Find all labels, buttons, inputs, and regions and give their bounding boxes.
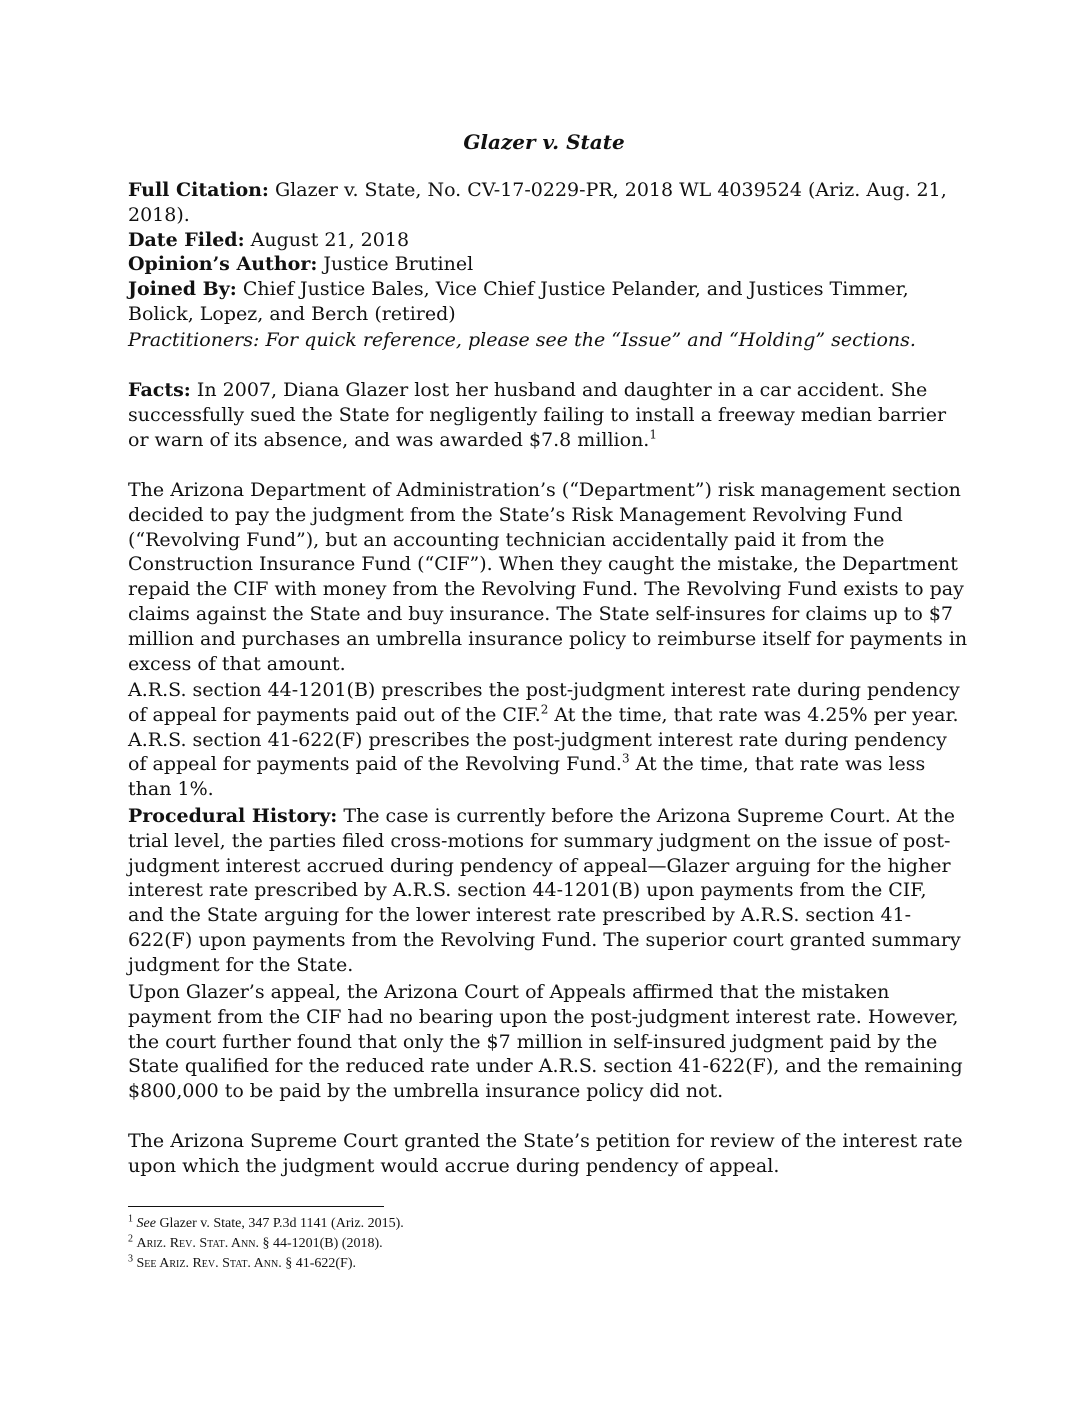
footnote-text: Ariz. Rev. Stat. Ann. § 44-1201(B) (2018). xyxy=(136,1236,383,1251)
facts-label: Facts: xyxy=(128,379,191,401)
author-label: Opinion’s Author: xyxy=(128,253,318,276)
practitioners-note: Practitioners: For quick reference, please see the “Issue” and “Holding” sections. xyxy=(128,329,916,351)
department-paragraph: The Arizona Department of Administration’s (“Department”) risk management section decided to pay the judgment from the State’s Risk Management Revolving Fund (“Revolving Fund”), but an accounting technician accidentally paid it from the Construction Insurance Fund (“CIF”). When they caught the mistake, the Department repaid the CIF with money from the Revolving Fund. The Revolving Fund exists to pay claims against the State and buy insurance. The State self-insures for claims up to $7 million and purchases an umbrella insurance policy to reimburse itself for payments in excess of that amount. xyxy=(128,479,968,675)
case-metadata xyxy=(128,178,968,327)
joined-by-label: Joined By: xyxy=(128,278,237,301)
facts-text: In 2007, Diana Glazer lost her husband and daughter in a car accident. She successfully sued the State for negligently failing to install a freeway median barrier or warn of its absence, and was awarded $7.8 million. xyxy=(128,379,947,451)
footnote-ref-1: 1 xyxy=(649,427,657,442)
footnote-ref-2: 2 xyxy=(540,702,549,717)
supreme-court-paragraph: The Arizona Supreme Court granted the State’s petition for review of the interest rate upon which the judgment would accrue during pendency of appeal. xyxy=(128,1130,963,1177)
statute-paragraph xyxy=(128,678,968,802)
citation-line xyxy=(128,178,968,228)
date-filed-label: Date Filed: xyxy=(128,228,245,251)
citation-label: Full Citation: xyxy=(128,179,269,201)
procedural-history-text: The case is currently before the Arizona Supreme Court. At the trial level, the parties filed cross-motions for summary judgment on the issue of post-judgment interest accrued during pendency of appeal—Glazer arguing for the higher interest rate prescribed by A.R.S. section 44-1201(B) upon payments from the CIF, and the State arguing for the lower interest rate prescribed by A.R.S. section 41-622(F) upon payments from the Revolving Fund. The superior court granted summary judgment for the State. xyxy=(128,805,961,976)
footnote-signal: See xyxy=(136,1216,156,1231)
footnote-text: See Ariz. Rev. Stat. Ann. § 41-622(F). xyxy=(136,1256,356,1271)
footnote-text: Glazer v. State, 347 P.3d 1141 (Ariz. 2015). xyxy=(155,1216,404,1231)
statute-text-3: At the time, that rate was less than 1%. xyxy=(128,753,926,801)
statute-text-1: A.R.S. section 44-1201(B) prescribes the post-judgment interest rate during pendency of appeal for payments paid out of the CIF. xyxy=(128,679,960,726)
footnote-number: 3 xyxy=(128,1253,133,1265)
footnote-1 xyxy=(128,1214,968,1234)
date-filed-value: August 21, 2018 xyxy=(250,228,410,251)
facts-paragraph xyxy=(128,378,968,452)
procedural-history-label: Procedural History: xyxy=(128,805,338,827)
case-title: Glazer v. State xyxy=(463,130,625,154)
footnote-number: 1 xyxy=(128,1213,133,1225)
citation-value: Glazer v. State, No. CV-17-0229-PR, 2018 WL 4039524 (Ariz. Aug. 21, 2018). xyxy=(128,179,947,226)
footnote-3 xyxy=(128,1254,968,1274)
footnote-ref-3: 3 xyxy=(621,752,630,767)
joined-by-value: Chief Justice Bales, Vice Chief Justice Pelander, and Justices Timmer, Bolick, Lopez, and Berch (retired) xyxy=(128,278,909,325)
author-value: Justice Brutinel xyxy=(323,253,474,276)
author-line xyxy=(128,252,968,277)
footnotes xyxy=(128,1214,968,1274)
footnote-number: 2 xyxy=(128,1233,133,1245)
statute-text-2: At the time, that rate was 4.25% per year. A.R.S. section 41-622(F) prescribes the post-judgment interest rate during pendency of appeal for payments paid of the Revolving Fund. xyxy=(128,703,959,776)
footnote-divider xyxy=(128,1206,384,1207)
appeal-paragraph: Upon Glazer’s appeal, the Arizona Court of Appeals affirmed that the mistaken payment from the CIF had no bearing upon the post-judgment interest rate. However, the court further found that only the $7 million in self-insured judgment paid by the State qualified for the reduced rate under A.R.S. section 41-622(F), and the remaining $800,000 to be paid by the umbrella insurance policy did not. xyxy=(128,981,963,1103)
footnote-2 xyxy=(128,1234,968,1254)
procedural-history-paragraph xyxy=(128,804,968,978)
date-filed-line xyxy=(128,228,968,253)
joined-by-line xyxy=(128,277,968,327)
